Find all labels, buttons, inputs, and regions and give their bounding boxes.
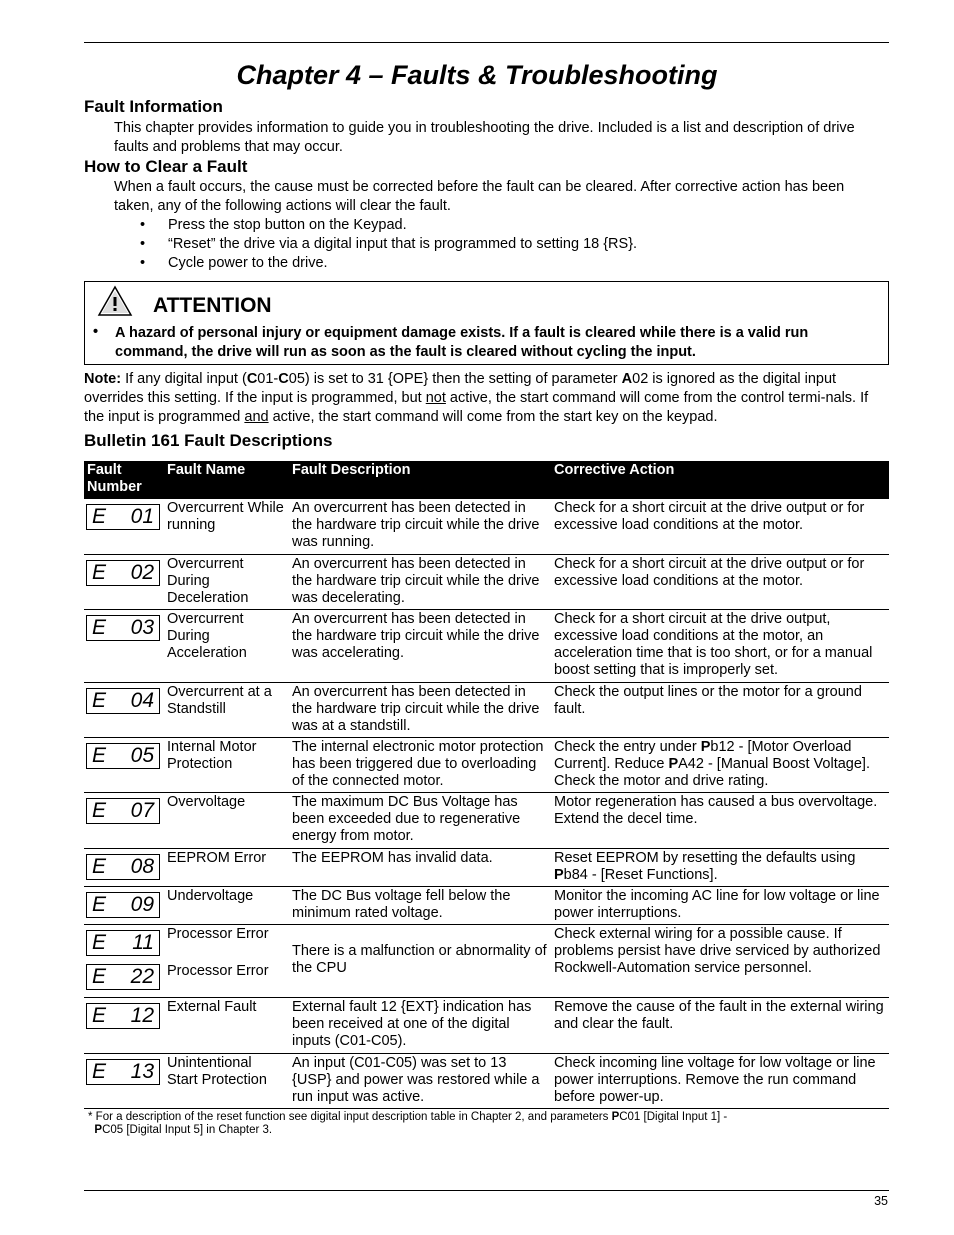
attention-text: A hazard of personal injury or equipment damage exists. If a fault is cleared while there is a valid run command, the drive will run as soon as the fault is cleared without cycling the input. bbox=[115, 325, 809, 360]
fault-code-prefix: E bbox=[92, 854, 107, 878]
fault-information-text: This chapter provides information to guide you in troubleshooting the drive. Included is a list and description of drive faults and problems that may occur. bbox=[114, 120, 855, 155]
fault-code bbox=[86, 798, 160, 824]
footnote-bold: P bbox=[94, 1124, 103, 1136]
fault-name: Overcurrent During Deceleration bbox=[164, 554, 289, 609]
fault-description: An overcurrent has been detected in the hardware trip circuit while the drive was accelerating. bbox=[289, 609, 551, 682]
fault-code-number: 07 bbox=[130, 798, 154, 822]
corrective-action: Check external wiring for a possible cause. If problems persist have drive serviced by authorized Rockwell-Automation service personnel. bbox=[551, 924, 889, 997]
fault-code-number: 22 bbox=[130, 965, 154, 988]
fault-code-prefix: E bbox=[92, 965, 107, 988]
fault-description: The DC Bus voltage fell below the minimum rated voltage. bbox=[289, 886, 551, 924]
col-header-fault-name: Fault Name bbox=[164, 461, 289, 499]
fault-description: External fault 12 {EXT} indication has been received at one of the digital inputs (C01-C05). bbox=[289, 997, 551, 1053]
fault-code bbox=[86, 504, 160, 530]
fault-code bbox=[86, 615, 160, 641]
table-row bbox=[84, 609, 889, 682]
corrective-action: Check incoming line voltage for low voltage or line power interruptions. Remove the run command before power-up. bbox=[551, 1053, 889, 1108]
fault-description: An overcurrent has been detected in the hardware trip circuit while the drive was at a standstill. bbox=[289, 682, 551, 737]
note-bold: A bbox=[621, 371, 633, 387]
fault-code bbox=[86, 892, 160, 918]
fault-code-prefix: E bbox=[92, 615, 107, 639]
corrective-action: Monitor the incoming AC line for low voltage or line power interruptions. bbox=[551, 886, 889, 924]
fault-description: An overcurrent has been detected in the hardware trip circuit while the drive was decelerating. bbox=[289, 554, 551, 609]
top-rule bbox=[84, 42, 889, 43]
table-row bbox=[84, 737, 889, 792]
fault-code-prefix: E bbox=[92, 892, 107, 916]
note-text: 01- bbox=[257, 371, 279, 387]
page-number: 35 bbox=[874, 1194, 888, 1208]
fault-description: The EEPROM has invalid data. bbox=[289, 848, 551, 886]
action-bold: P bbox=[554, 866, 564, 883]
fault-description: The maximum DC Bus Voltage has been exceeded due to regenerative energy from motor. bbox=[289, 792, 551, 848]
attention-box bbox=[84, 281, 889, 365]
fault-code-prefix: E bbox=[92, 1003, 107, 1027]
fault-code-number: 01 bbox=[130, 505, 154, 528]
footnote-text: * For a description of the reset function see digital input description table in Chapter 2, and parameters bbox=[88, 1111, 612, 1123]
corrective-action: Check the output lines or the motor for a ground fault. bbox=[551, 682, 889, 737]
action-text: b12 - [Motor Overload Current]. Reduce bbox=[554, 738, 852, 772]
fault-code-number: 02 bbox=[130, 560, 154, 584]
table-row bbox=[84, 792, 889, 848]
action-text: A42 - [Manual Boost Voltage]. Check the motor and drive rating. bbox=[554, 755, 870, 789]
fault-name: Unintentional Start Protection bbox=[164, 1053, 289, 1108]
list-item: • “Reset” the drive via a digital input that is programmed to setting 18 {RS}. bbox=[140, 235, 637, 254]
note-text: If any digital input ( bbox=[121, 371, 247, 387]
fault-code-prefix: E bbox=[92, 688, 107, 712]
fault-code-number: 08 bbox=[130, 854, 154, 878]
col-header-corrective-action: Corrective Action bbox=[551, 461, 889, 499]
footnote-bold: P bbox=[611, 1111, 620, 1123]
corrective-action: Check for a short circuit at the drive output or for excessive load conditions at the motor. bbox=[551, 499, 889, 554]
fault-code-prefix: E bbox=[92, 798, 107, 822]
fault-code-prefix: E bbox=[92, 560, 107, 584]
footnote-text: C01 [Digital Input 1] - bbox=[619, 1111, 728, 1123]
action-text: Check the entry under bbox=[554, 738, 701, 755]
list-item: • Cycle power to the drive. bbox=[140, 254, 637, 273]
table-row bbox=[84, 682, 889, 737]
fault-code-number: 04 bbox=[130, 688, 154, 712]
table-row bbox=[84, 924, 889, 962]
fault-code-number: 11 bbox=[132, 930, 154, 954]
note-text: active, the start command will come from the control termi-nals. If the input is programmed bbox=[84, 390, 869, 425]
corrective-action bbox=[551, 737, 889, 792]
fault-name: Overvoltage bbox=[164, 792, 289, 848]
fault-code bbox=[86, 930, 160, 956]
heading-fault-descriptions: Bulletin 161 Fault Descriptions bbox=[84, 431, 333, 450]
corrective-action bbox=[551, 848, 889, 886]
fault-code bbox=[86, 1003, 160, 1029]
fault-name: Processor Error bbox=[167, 925, 269, 942]
table-row bbox=[84, 997, 889, 1053]
corrective-action: Motor regeneration has caused a bus overvoltage. Extend the decel time. bbox=[551, 792, 889, 848]
fault-name: Overcurrent During Acceleration bbox=[164, 609, 289, 682]
corrective-action: Remove the cause of the fault in the external wiring and clear the fault. bbox=[551, 997, 889, 1053]
table-row bbox=[84, 1053, 889, 1108]
action-text: Reset EEPROM by resetting the defaults using bbox=[554, 849, 856, 866]
fault-code bbox=[86, 964, 160, 990]
clear-fault-list bbox=[140, 216, 637, 273]
note-paragraph bbox=[84, 370, 889, 427]
attention-bullet: • bbox=[93, 324, 99, 340]
note-underline: and bbox=[244, 409, 269, 425]
attention-title: ATTENTION bbox=[153, 294, 272, 317]
col-header-fault-number: Fault Number bbox=[84, 461, 164, 499]
corrective-action: Check for a short circuit at the drive output, excessive load conditions at the motor, an acceleration time that is too short, or for a manual boost setting that is improperly set. bbox=[551, 609, 889, 682]
fault-name: Overcurrent While running bbox=[164, 499, 289, 554]
warning-triangle-icon bbox=[97, 285, 133, 317]
table-row bbox=[84, 886, 889, 924]
note-underline: not bbox=[425, 390, 446, 406]
fault-description: An input (C01-C05) was set to 13 {USP} and power was restored while a run input was active. bbox=[289, 1053, 551, 1108]
action-bold: P bbox=[700, 738, 711, 755]
footnote-text: C05 [Digital Input 5] in Chapter 3. bbox=[102, 1124, 273, 1136]
fault-code bbox=[86, 854, 160, 880]
fault-description: The internal electronic motor protection has been triggered due to overloading of the connected motor. bbox=[289, 737, 551, 792]
fault-code bbox=[86, 743, 160, 769]
fault-code-number: 13 bbox=[130, 1059, 154, 1083]
fault-description: There is a malfunction or abnormality of the CPU bbox=[289, 924, 551, 997]
table-header-row bbox=[84, 461, 889, 499]
note-bold: C bbox=[246, 371, 258, 387]
note-text: 05) is set to 31 {OPE} then the setting of parameter bbox=[288, 371, 622, 387]
list-item: • Press the stop button on the Keypad. bbox=[140, 216, 637, 235]
action-bold: P bbox=[668, 755, 679, 772]
fault-code-prefix: E bbox=[92, 1059, 107, 1083]
note-label: Note: bbox=[84, 371, 122, 387]
fault-table bbox=[84, 461, 889, 1109]
clear-fault-text: When a fault occurs, the cause must be corrected before the fault can be cleared. After corrective action has been taken, any of the following actions will clear the fault. bbox=[114, 179, 845, 214]
fault-code bbox=[86, 560, 160, 586]
page-title: Chapter 4 – Faults & Troubleshooting bbox=[236, 60, 718, 90]
fault-code bbox=[86, 688, 160, 714]
fault-code-number: 09 bbox=[130, 892, 154, 916]
fault-code-prefix: E bbox=[92, 743, 107, 767]
table-row bbox=[84, 499, 889, 554]
fault-code-prefix: E bbox=[92, 930, 107, 954]
fault-code-number: 05 bbox=[130, 743, 154, 767]
note-bold: C bbox=[278, 371, 289, 387]
action-text: b84 - [Reset Functions]. bbox=[563, 866, 718, 883]
note-text: active, the start command will come from the start key on the keypad. bbox=[268, 409, 718, 425]
fault-name: External Fault bbox=[164, 997, 289, 1053]
fault-code-number: 12 bbox=[130, 1003, 154, 1027]
heading-clear-fault: How to Clear a Fault bbox=[84, 157, 248, 176]
bottom-rule bbox=[84, 1190, 889, 1191]
fault-name: Internal Motor Protection bbox=[164, 737, 289, 792]
corrective-action: Check for a short circuit at the drive output or for excessive load conditions at the motor. bbox=[551, 554, 889, 609]
fault-code-prefix: E bbox=[92, 505, 107, 528]
fault-name: EEPROM Error bbox=[164, 848, 289, 886]
note-text: 02 is ignored as the digital input overrides this setting. If the input is programmed, but bbox=[84, 371, 837, 406]
fault-name: Processor Error bbox=[164, 962, 289, 997]
footnote bbox=[88, 1111, 888, 1137]
fault-name: Overcurrent at a Standstill bbox=[164, 682, 289, 737]
table-row bbox=[84, 848, 889, 886]
fault-description: An overcurrent has been detected in the hardware trip circuit while the drive was running. bbox=[289, 499, 551, 554]
heading-fault-information: Fault Information bbox=[84, 97, 223, 116]
table-row bbox=[84, 554, 889, 609]
fault-code bbox=[86, 1059, 160, 1085]
fault-code-number: 03 bbox=[130, 615, 154, 639]
fault-name: Undervoltage bbox=[164, 886, 289, 924]
col-header-fault-description: Fault Description bbox=[289, 461, 551, 499]
